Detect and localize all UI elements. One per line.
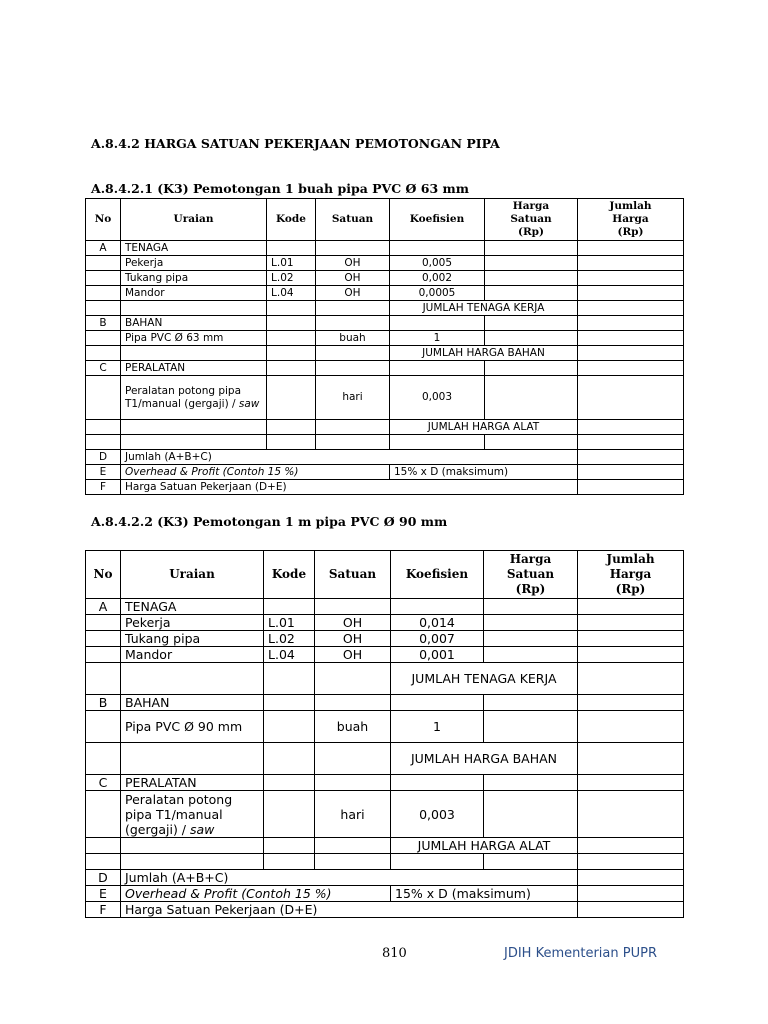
row-koefisien: 0,007 [391, 631, 484, 647]
table-row [86, 615, 684, 631]
table-row [86, 465, 684, 480]
row-no: E [86, 465, 121, 480]
row-uraian: Pipa PVC Ø 63 mm [121, 331, 267, 346]
row-kode: L.01 [267, 256, 316, 271]
row-koefisien: 0,005 [390, 256, 485, 271]
row-kode: L.04 [264, 647, 315, 663]
table-row [86, 870, 684, 886]
table2-header-row [86, 551, 684, 599]
header-satuan: Satuan [316, 199, 390, 241]
row-satuan: hari [316, 376, 390, 420]
row-no: F [86, 902, 121, 918]
header-jumlah-harga: Jumlah Harga (Rp) [578, 551, 684, 599]
row-uraian: Peralatan potong pipa T1/manual (gergaji) / saw [121, 376, 267, 420]
row-satuan: OH [316, 271, 390, 286]
table-row [86, 435, 684, 450]
row-uraian: Overhead & Profit (Contoh 15 %) [121, 886, 391, 902]
row-no: B [86, 316, 121, 331]
header-kode: Kode [267, 199, 316, 241]
row-koefisien: 0,014 [391, 615, 484, 631]
table-row [86, 695, 684, 711]
row-koefisien: 1 [391, 711, 484, 743]
subtotal-label: JUMLAH HARGA ALAT [390, 420, 578, 435]
row-satuan: OH [315, 615, 391, 631]
row-no: E [86, 886, 121, 902]
table-row [86, 286, 684, 301]
row-uraian: Harga Satuan Pekerjaan (D+E) [121, 480, 578, 495]
row-uraian: Jumlah (A+B+C) [121, 870, 578, 886]
table-row [86, 711, 684, 743]
table-row [86, 376, 684, 420]
row-satuan: buah [315, 711, 391, 743]
row-no: B [86, 695, 121, 711]
table-row [86, 838, 684, 854]
row-koefisien: 0,002 [390, 271, 485, 286]
subtotal-label: JUMLAH TENAGA KERJA [391, 663, 578, 695]
row-satuan: OH [316, 256, 390, 271]
header-kode: Kode [264, 551, 315, 599]
row-uraian: Mandor [121, 647, 264, 663]
row-satuan: OH [315, 647, 391, 663]
row-uraian: Pipa PVC Ø 90 mm [121, 711, 264, 743]
header-koefisien: Koefisien [391, 551, 484, 599]
subtotal-label: JUMLAH TENAGA KERJA [390, 301, 578, 316]
row-uraian: Pekerja [121, 256, 267, 271]
table-row [86, 420, 684, 435]
subtotal-label: JUMLAH HARGA BAHAN [391, 743, 578, 775]
row-uraian: PERALATAN [121, 361, 267, 376]
table-row [86, 775, 684, 791]
row-satuan: hari [315, 791, 391, 838]
row-uraian: BAHAN [121, 695, 264, 711]
publisher-footer: JDIH Kementerian PUPR [504, 946, 657, 961]
row-koefisien: 1 [390, 331, 485, 346]
table-row [86, 663, 684, 695]
header-uraian: Uraian [121, 551, 264, 599]
header-no: No [86, 199, 121, 241]
row-kode: L.01 [264, 615, 315, 631]
row-uraian: Jumlah (A+B+C) [121, 450, 578, 465]
table-row [86, 256, 684, 271]
table2-title: A.8.4.2.2 (K3) Pemotongan 1 m pipa PVC Ø 90 mm [91, 514, 448, 529]
header-koefisien: Koefisien [390, 199, 485, 241]
table-row [86, 902, 684, 918]
row-uraian: Pekerja [121, 615, 264, 631]
row-formula: 15% x D (maksimum) [391, 886, 578, 902]
table-row [86, 331, 684, 346]
table-row [86, 301, 684, 316]
table-row [86, 316, 684, 331]
section-title: A.8.4.2 HARGA SATUAN PEKERJAAN PEMOTONGAN PIPA [91, 136, 500, 151]
table-row [86, 271, 684, 286]
table-row [86, 854, 684, 870]
header-harga-satuan: Harga Satuan (Rp) [484, 551, 578, 599]
table-row [86, 361, 684, 376]
row-no: D [86, 870, 121, 886]
row-uraian: BAHAN [121, 316, 267, 331]
row-uraian: PERALATAN [121, 775, 264, 791]
table-row [86, 791, 684, 838]
row-no: A [86, 599, 121, 615]
row-satuan: buah [316, 331, 390, 346]
table-row [86, 241, 684, 256]
row-formula: 15% x D (maksimum) [390, 465, 578, 480]
subtotal-label: JUMLAH HARGA ALAT [391, 838, 578, 854]
table-row [86, 647, 684, 663]
row-uraian: Peralatan potong pipa T1/manual (gergaji) / saw [121, 791, 264, 838]
row-kode: L.02 [264, 631, 315, 647]
table-row [86, 886, 684, 902]
table-row [86, 631, 684, 647]
row-koefisien: 0,001 [391, 647, 484, 663]
table-row [86, 480, 684, 495]
subtotal-label: JUMLAH HARGA BAHAN [390, 346, 578, 361]
row-no: D [86, 450, 121, 465]
page-number: 810 [382, 946, 407, 961]
row-uraian: TENAGA [121, 599, 264, 615]
table-row [86, 346, 684, 361]
row-koefisien: 0,003 [391, 791, 484, 838]
row-uraian: Tukang pipa [121, 271, 267, 286]
row-koefisien: 0,003 [390, 376, 485, 420]
row-no: C [86, 361, 121, 376]
row-no: A [86, 241, 121, 256]
row-no: F [86, 480, 121, 495]
row-satuan: OH [316, 286, 390, 301]
table1 [85, 198, 684, 495]
header-harga-satuan: Harga Satuan (Rp) [485, 199, 578, 241]
row-kode: L.04 [267, 286, 316, 301]
row-kode: L.02 [267, 271, 316, 286]
row-uraian: Overhead & Profit (Contoh 15 %) [121, 465, 390, 480]
row-satuan: OH [315, 631, 391, 647]
header-uraian: Uraian [121, 199, 267, 241]
table2 [85, 550, 684, 918]
header-no: No [86, 551, 121, 599]
table1-header-row [86, 199, 684, 241]
row-koefisien: 0,0005 [390, 286, 485, 301]
table1-title: A.8.4.2.1 (K3) Pemotongan 1 buah pipa PVC Ø 63 mm [91, 181, 469, 196]
header-satuan: Satuan [315, 551, 391, 599]
table-row [86, 450, 684, 465]
row-uraian: Tukang pipa [121, 631, 264, 647]
table-row [86, 599, 684, 615]
table-row [86, 743, 684, 775]
header-jumlah-harga: Jumlah Harga (Rp) [578, 199, 684, 241]
row-no: C [86, 775, 121, 791]
row-uraian: Harga Satuan Pekerjaan (D+E) [121, 902, 578, 918]
row-uraian: TENAGA [121, 241, 267, 256]
row-uraian: Mandor [121, 286, 267, 301]
